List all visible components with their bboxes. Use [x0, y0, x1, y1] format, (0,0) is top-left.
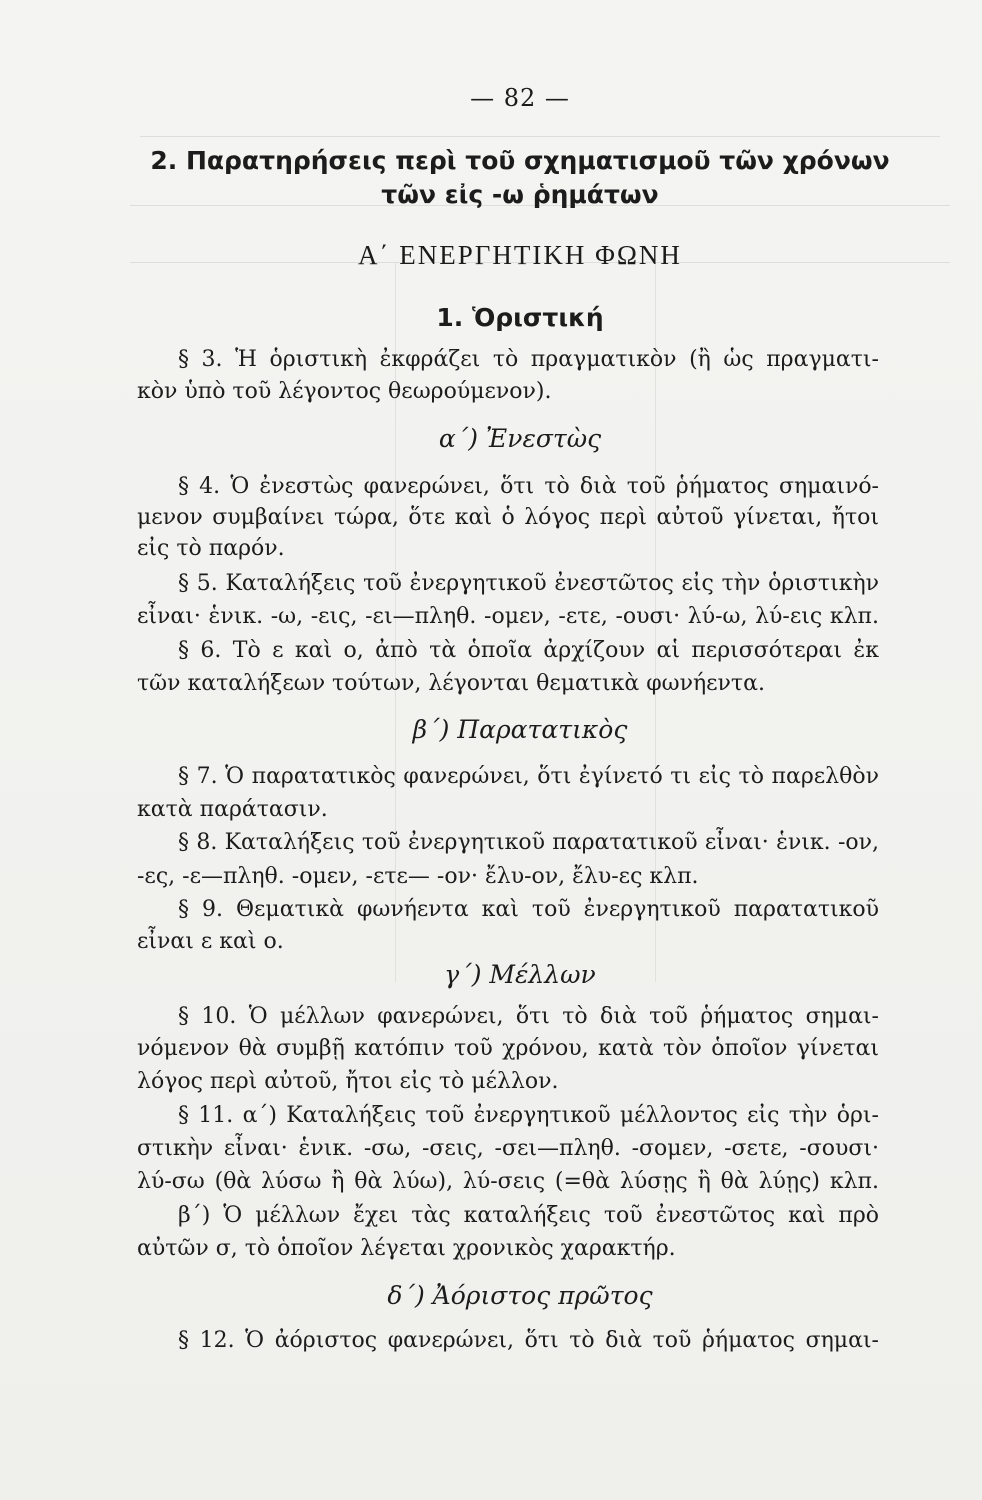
paragraph-10-line: νόμενον θὰ συμβῇ κατόπιν τοῦ χρόνου, κατὰ τὸν ὁποῖον γίνεται — [137, 1036, 879, 1061]
paragraph-5-line: § 5. Καταλήξεις τοῦ ἐνεργητικοῦ ἐνεστῶτος εἰς τὴν ὁριστικὴν — [178, 571, 879, 596]
tense-heading-imperfect: β΄) Παρατατικὸς — [412, 715, 628, 744]
paragraph-11-line: § 11. α΄) Καταλήξεις τοῦ ἐνεργητικοῦ μέλλοντος εἰς τὴν ὁρι- — [178, 1103, 879, 1128]
paragraph-3-line: κὸν ὑπὸ τοῦ λέγοντος θεωρούμενον). — [137, 379, 552, 404]
page-number: — 82 — — [470, 84, 570, 112]
tense-heading-present: α΄) Ἐνεστὼς — [438, 424, 602, 453]
paragraph-12-line: § 12. Ὁ ἀόριστος φανερώνει, ὅτι τὸ διὰ τοῦ ῥήματος σημαι- — [178, 1328, 879, 1353]
chapter-title-line-2: τῶν εἰς -ω ῥημάτων — [381, 180, 659, 209]
paragraph-7-line: κατὰ παράτασιν. — [137, 797, 328, 822]
voice-heading: Α΄ ΕΝΕΡΓΗΤΙΚΗ ΦΩΝΗ — [358, 240, 682, 270]
paragraph-11-line: β΄) Ὁ μέλλων ἔχει τὰς καταλήξεις τοῦ ἐνεστῶτος καὶ πρὸ — [178, 1203, 879, 1228]
paragraph-4-line: εἰς τὸ παρόν. — [137, 536, 285, 561]
paragraph-6-line: τῶν καταλήξεων τούτων, λέγονται θεματικὰ φωνήεντα. — [137, 671, 765, 696]
paragraph-11-line: αὐτῶν σ, τὸ ὁποῖον λέγεται χρονικὸς χαρακτήρ. — [137, 1236, 676, 1261]
paragraph-10-line: § 10. Ὁ μέλλων φανερώνει, ὅτι τὸ διὰ τοῦ ῥήματος σημαι- — [178, 1004, 879, 1029]
paragraph-3-line: § 3. Ἡ ὁριστικὴ ἐκφράζει τὸ πραγματικὸν (ἢ ὡς πραγματι- — [178, 347, 879, 372]
paragraph-10-line: λόγος περὶ αὐτοῦ, ἤτοι εἰς τὸ μέλλον. — [137, 1069, 559, 1094]
tense-heading-aorist: δ΄) Ἀόριστος πρῶτος — [387, 1281, 653, 1310]
paragraph-7-line: § 7. Ὁ παρατατικὸς φανερώνει, ὅτι ἐγίνετό τι εἰς τὸ παρελθὸν — [178, 764, 879, 789]
show-through-rule — [140, 136, 940, 137]
mood-heading: 1. Ὁριστική — [436, 303, 604, 332]
tense-heading-future: γ΄) Μέλλων — [444, 960, 596, 989]
paragraph-8-line: -ες, -ε—πληθ. -ομεν, -ετε— -ον· ἔλυ-ον, ἔλυ-ες κλπ. — [137, 864, 699, 889]
paragraph-5-line: εἶναι· ἑνικ. -ω, -εις, -ει—πληθ. -ομεν, -ετε, -ουσι· λύ-ω, λύ-εις κλπ. — [137, 604, 879, 629]
paragraph-9-line: § 9. Θεματικὰ φωνήεντα καὶ τοῦ ἐνεργητικοῦ παρατατικοῦ — [178, 897, 879, 922]
paragraph-11-line: στικὴν εἶναι· ἑνικ. -σω, -σεις, -σει—πληθ. -σομεν, -σετε, -σουσι· — [137, 1136, 879, 1161]
paragraph-6-line: § 6. Τὸ ε καὶ ο, ἀπὸ τὰ ὁποῖα ἀρχίζουν αἱ περισσότεραι ἐκ — [178, 638, 879, 663]
chapter-title-line-1: 2. Παρατηρήσεις περὶ τοῦ σχηματισμοῦ τῶν χρόνων — [150, 146, 890, 175]
paragraph-4-line: § 4. Ὁ ἐνεστὼς φανερώνει, ὅτι τὸ διὰ τοῦ ῥήματος σημαινό- — [178, 474, 879, 499]
paragraph-11-line: λύ-σω (θὰ λύσω ἢ θὰ λύω), λύ-σεις (=θὰ λύσῃς ἢ θὰ λύῃς) κλπ. — [137, 1169, 879, 1194]
paragraph-8-line: § 8. Καταλήξεις τοῦ ἐνεργητικοῦ παρατατικοῦ εἶναι· ἑνικ. -ον, — [178, 830, 879, 855]
paragraph-9-line: εἶναι ε καὶ ο. — [137, 929, 284, 954]
paragraph-4-line: μενον συμβαίνει τώρα, ὅτε καὶ ὁ λόγος περὶ αὐτοῦ γίνεται, ἤτοι — [137, 505, 879, 530]
